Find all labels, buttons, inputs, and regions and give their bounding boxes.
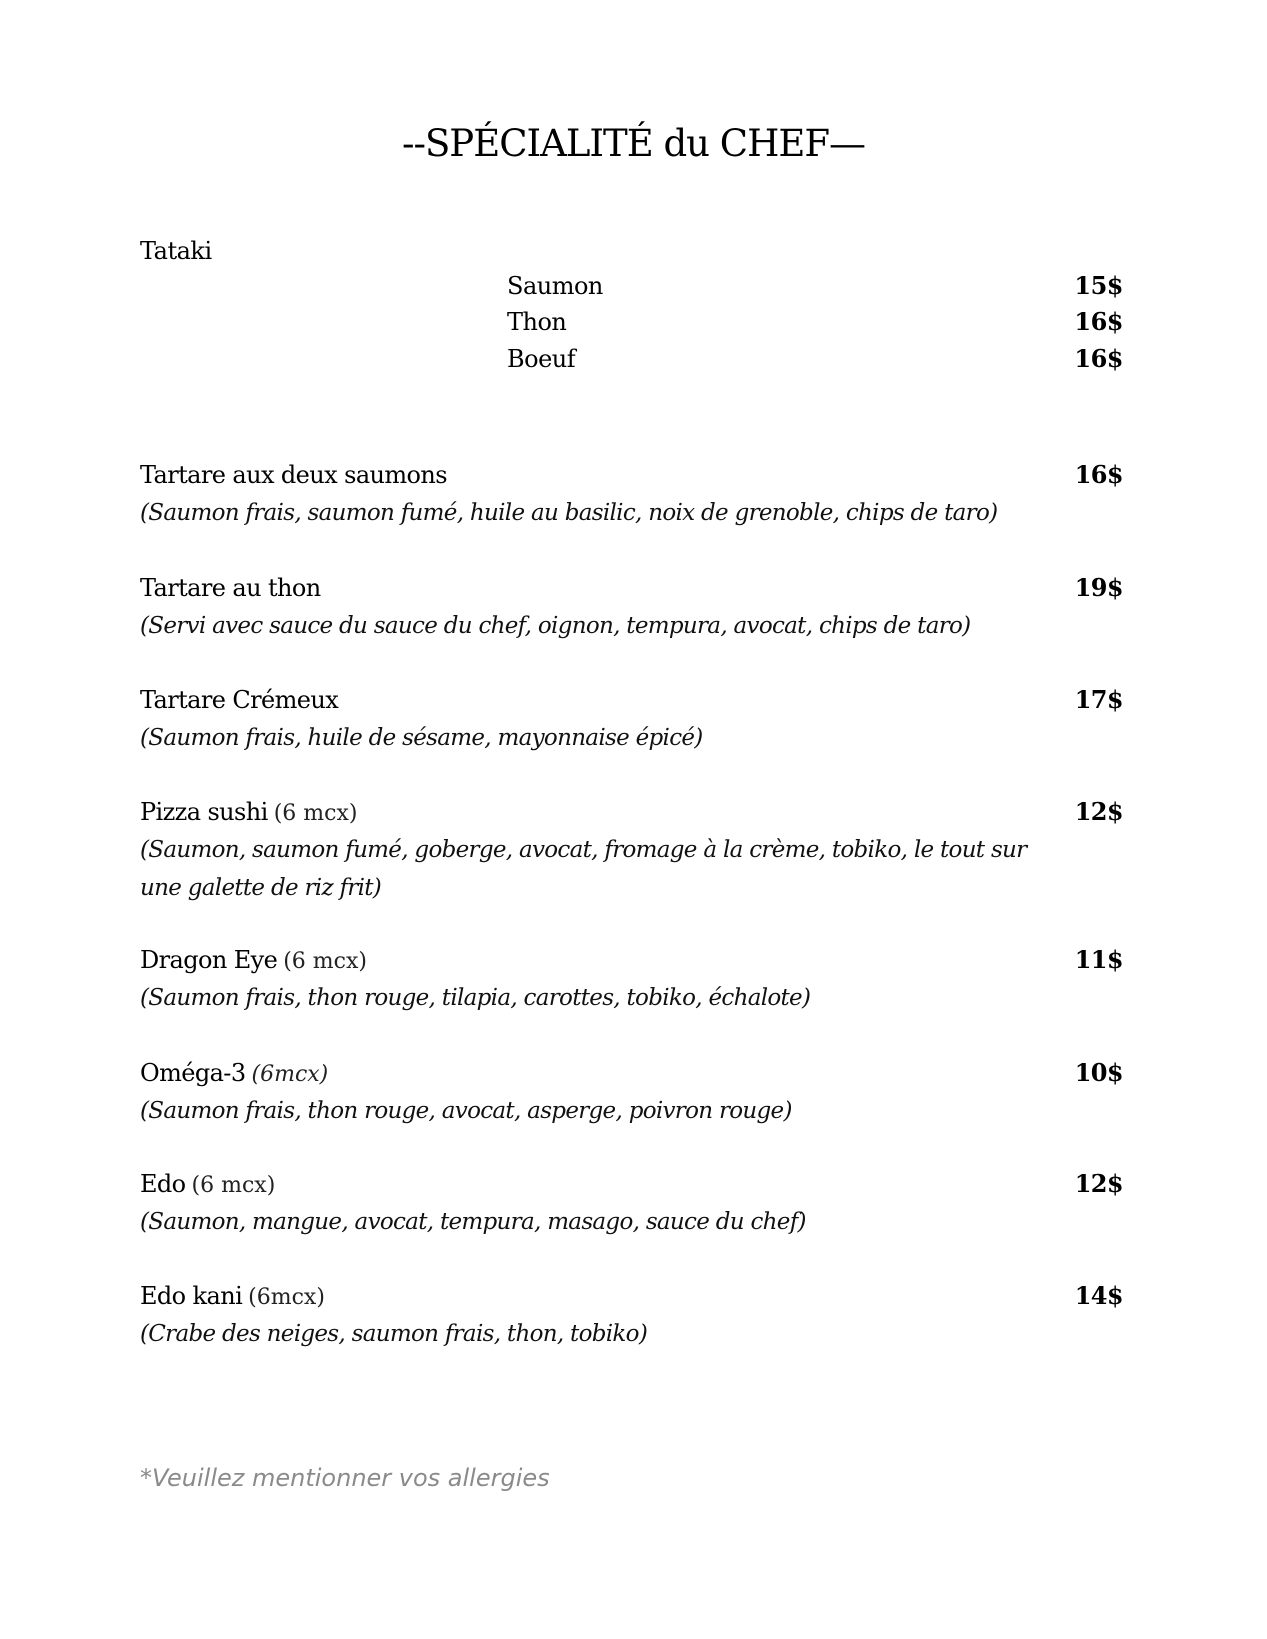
menu-item-header [140,941,1123,979]
menu-item-header [140,1277,1123,1315]
tataki-item-saumon [507,268,1123,304]
menu-item-name: Edo kani [140,1282,243,1310]
menu-item-name: Tartare aux deux saumons [140,461,447,489]
menu-item-name: Oméga-3 [140,1059,246,1087]
menu-item-edo-kani [140,1277,1123,1353]
menu-item-dragon-eye [140,941,1123,1017]
page-title: --SPÉCIALITÉ du CHEF— [401,122,866,165]
menu-item-description: (Saumon, mangue, avocat, tempura, masago, sauce du chef) [140,1209,806,1235]
menu-item-name: Dragon Eye [140,946,278,974]
menu-item-quantity: (6 mcx) [273,801,358,826]
tataki-item-name: Saumon [507,272,603,300]
menu-item-quantity: (6 mcx) [191,1173,276,1198]
menu-item-description: (Servi avec sauce du sauce du chef, oignon, tempura, avocat, chips de taro) [140,613,971,639]
tataki-item-name: Thon [507,308,567,336]
menu-item-description: (Crabe des neiges, saumon frais, thon, tobiko) [140,1321,648,1347]
menu-item-header [140,1165,1123,1203]
tataki-item-name: Boeuf [507,345,576,373]
tataki-item-boeuf [507,341,1123,377]
tataki-item-price: 16$ [1074,344,1123,373]
menu-item-tartare-deux-saumons [140,456,1123,532]
menu-item-price: 12$ [1074,1169,1123,1198]
menu-item-price: 11$ [1074,945,1123,974]
menu-item-header [140,681,1123,719]
menu-item-tartare-thon [140,569,1123,645]
menu-item-price: 10$ [1074,1058,1123,1087]
menu-item-description: (Saumon, saumon fumé, goberge, avocat, fromage à la crème, tobiko, le tout sur une galette de riz frit) [140,837,1027,901]
allergy-note: *Veuillez mentionner vos allergies [140,1464,550,1492]
menu-item-header [140,569,1123,607]
menu-item-header [140,793,1123,831]
menu-item-pizza-sushi [140,793,1123,907]
menu-item-tartare-cremeux [140,681,1123,757]
menu-item-name: Tartare Crémeux [140,686,339,714]
tataki-item-thon [507,304,1123,340]
menu-item-price: 12$ [1074,797,1123,826]
menu-item-description: (Saumon frais, thon rouge, avocat, asperge, poivron rouge) [140,1098,792,1124]
menu-item-name: Edo [140,1170,186,1198]
menu-item-omega-3 [140,1054,1123,1130]
menu-item-price: 19$ [1074,573,1123,602]
menu-item-name: Pizza sushi [140,798,268,826]
menu-item-name: Tartare au thon [140,574,321,602]
tataki-item-price: 16$ [1074,307,1123,336]
menu-item-header [140,456,1123,494]
menu-item-quantity: (6mcx) [248,1285,325,1310]
menu-item-quantity: (6 mcx) [283,949,367,974]
menu-item-edo [140,1165,1123,1241]
menu-item-header [140,1054,1123,1092]
tataki-heading: Tataki [140,237,212,265]
menu-item-description: (Saumon frais, thon rouge, tilapia, carottes, tobiko, échalote) [140,985,811,1011]
menu-item-price: 17$ [1074,685,1123,714]
tataki-item-price: 15$ [1074,271,1123,300]
menu-item-price: 14$ [1074,1281,1123,1310]
menu-item-description: (Saumon frais, huile de sésame, mayonnaise épicé) [140,725,703,751]
menu-item-price: 16$ [1074,460,1123,489]
menu-item-description: (Saumon frais, saumon fumé, huile au basilic, noix de grenoble, chips de taro) [140,500,998,526]
menu-item-quantity: (6mcx) [251,1062,329,1087]
